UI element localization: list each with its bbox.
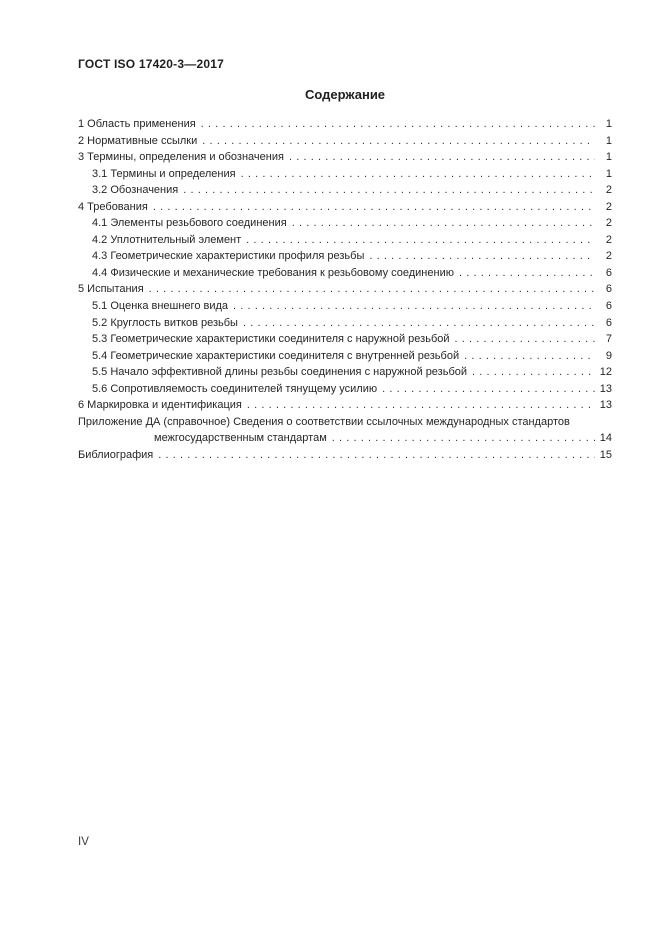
document-code: ГОСТ ISO 17420-3—2017 (78, 57, 224, 71)
dot-leader (243, 315, 595, 332)
toc-entry-page: 7 (605, 333, 612, 346)
dot-leader (472, 364, 595, 381)
dot-leader (201, 116, 595, 133)
toc-entry-page: 6 (605, 316, 612, 329)
toc-entry (78, 116, 612, 133)
toc-entry-page: 2 (605, 250, 612, 263)
toc-entry-page: 6 (605, 300, 612, 313)
toc-entry-title: 4 Требования (78, 200, 148, 213)
toc-entry-page: 1 (605, 151, 612, 164)
toc-entry-title: 1 Область применения (78, 118, 196, 130)
toc-entry-title: Библиография (78, 448, 154, 461)
toc-entry-page: 14 (599, 432, 612, 445)
dot-leader (158, 447, 595, 464)
dot-leader (246, 232, 595, 249)
table-of-contents (78, 116, 612, 463)
toc-entry-title: 4.1 Элементы резьбового соединения (92, 217, 287, 230)
toc-entry (78, 166, 612, 183)
toc-entry-title: 6 Маркировка и идентификация (78, 399, 242, 412)
toc-entry (78, 265, 612, 282)
toc-entry-title: 4.2 Уплотнительный элемент (92, 233, 242, 246)
toc-entry-title: 5.3 Геометрические характеристики соединителя с наружной резьбой (92, 333, 450, 346)
dot-leader (153, 199, 595, 216)
toc-entry (78, 232, 612, 249)
toc-entry-page: 6 (605, 266, 612, 279)
toc-entry-title: 3 Термины, определения и обозначения (78, 151, 284, 164)
toc-entry (78, 133, 612, 150)
toc-entry (78, 430, 612, 447)
toc-entry (78, 348, 612, 365)
toc-entry (78, 298, 612, 315)
dot-leader (149, 281, 595, 298)
toc-entry-title: 5.1 Оценка внешнего вида (92, 300, 229, 313)
dot-leader (382, 381, 595, 398)
toc-entry (78, 215, 612, 232)
dot-leader (332, 430, 595, 447)
toc-entry-title: 5.2 Круглость витков резьбы (92, 316, 238, 329)
toc-entry-title: 5.4 Геометрические характеристики соединителя с внутренней резьбой (92, 349, 460, 362)
dot-leader (464, 348, 595, 365)
toc-entry-title: 5.6 Сопротивляемость соединителей тянущему усилию (92, 382, 378, 395)
dot-leader (247, 397, 595, 414)
toc-entry-title: 5 Испытания (78, 283, 144, 296)
toc-entry-page: 15 (599, 448, 612, 461)
toc-entry (78, 149, 612, 166)
toc-entry (78, 397, 612, 414)
toc-entry (78, 414, 612, 431)
toc-entry-title: 4.4 Физические и механические требования к резьбовому соединению (92, 266, 454, 279)
toc-entry-page: 9 (605, 349, 612, 362)
toc-entry (78, 364, 612, 381)
toc-entry (78, 199, 612, 216)
toc-entry-title: 3.1 Термины и определения (92, 167, 236, 180)
toc-entry (78, 248, 612, 265)
toc-entry-title: 4.3 Геометрические характеристики профиля резьбы (92, 250, 365, 263)
page-number-roman: IV (78, 836, 89, 848)
toc-entry-page: 2 (605, 217, 612, 230)
toc-entry-page: 6 (605, 283, 612, 296)
toc-entry-page: 1 (605, 134, 612, 147)
toc-entry-page: 1 (605, 167, 612, 180)
toc-entry-page: 12 (599, 366, 612, 379)
toc-entry-page: 2 (605, 200, 612, 213)
toc-entry-page: 2 (605, 233, 612, 246)
toc-entry-title: 2 Нормативные ссылки (78, 134, 198, 147)
dot-leader (292, 215, 595, 232)
toc-entry-title: межгосударственным стандартам (154, 432, 327, 445)
toc-entry-page: 13 (599, 399, 612, 412)
toc-entry (78, 315, 612, 332)
toc-entry (78, 331, 612, 348)
toc-entry-title: Приложение ДА (справочное) Сведения о соответствии ссылочных международных стандартов (78, 415, 570, 428)
dot-leader (183, 182, 595, 199)
contents-title: Содержание (304, 87, 386, 102)
toc-entry (78, 447, 612, 464)
toc-entry-title: 5.5 Начало эффективной длины резьбы соединения с наружной резьбой (92, 366, 468, 379)
dot-leader (289, 149, 595, 166)
toc-entry-title: 3.2 Обозначения (92, 184, 179, 197)
toc-entry (78, 182, 612, 199)
dot-leader (233, 298, 595, 315)
toc-entry-page: 2 (605, 184, 612, 197)
dot-leader (202, 133, 595, 150)
toc-entry (78, 381, 612, 398)
dot-leader (459, 265, 595, 282)
dot-leader (455, 331, 596, 348)
toc-entry (78, 281, 612, 298)
dot-leader (369, 248, 595, 265)
dot-leader (241, 166, 595, 183)
toc-entry-page: 1 (605, 118, 612, 130)
toc-entry-page: 13 (599, 382, 612, 395)
